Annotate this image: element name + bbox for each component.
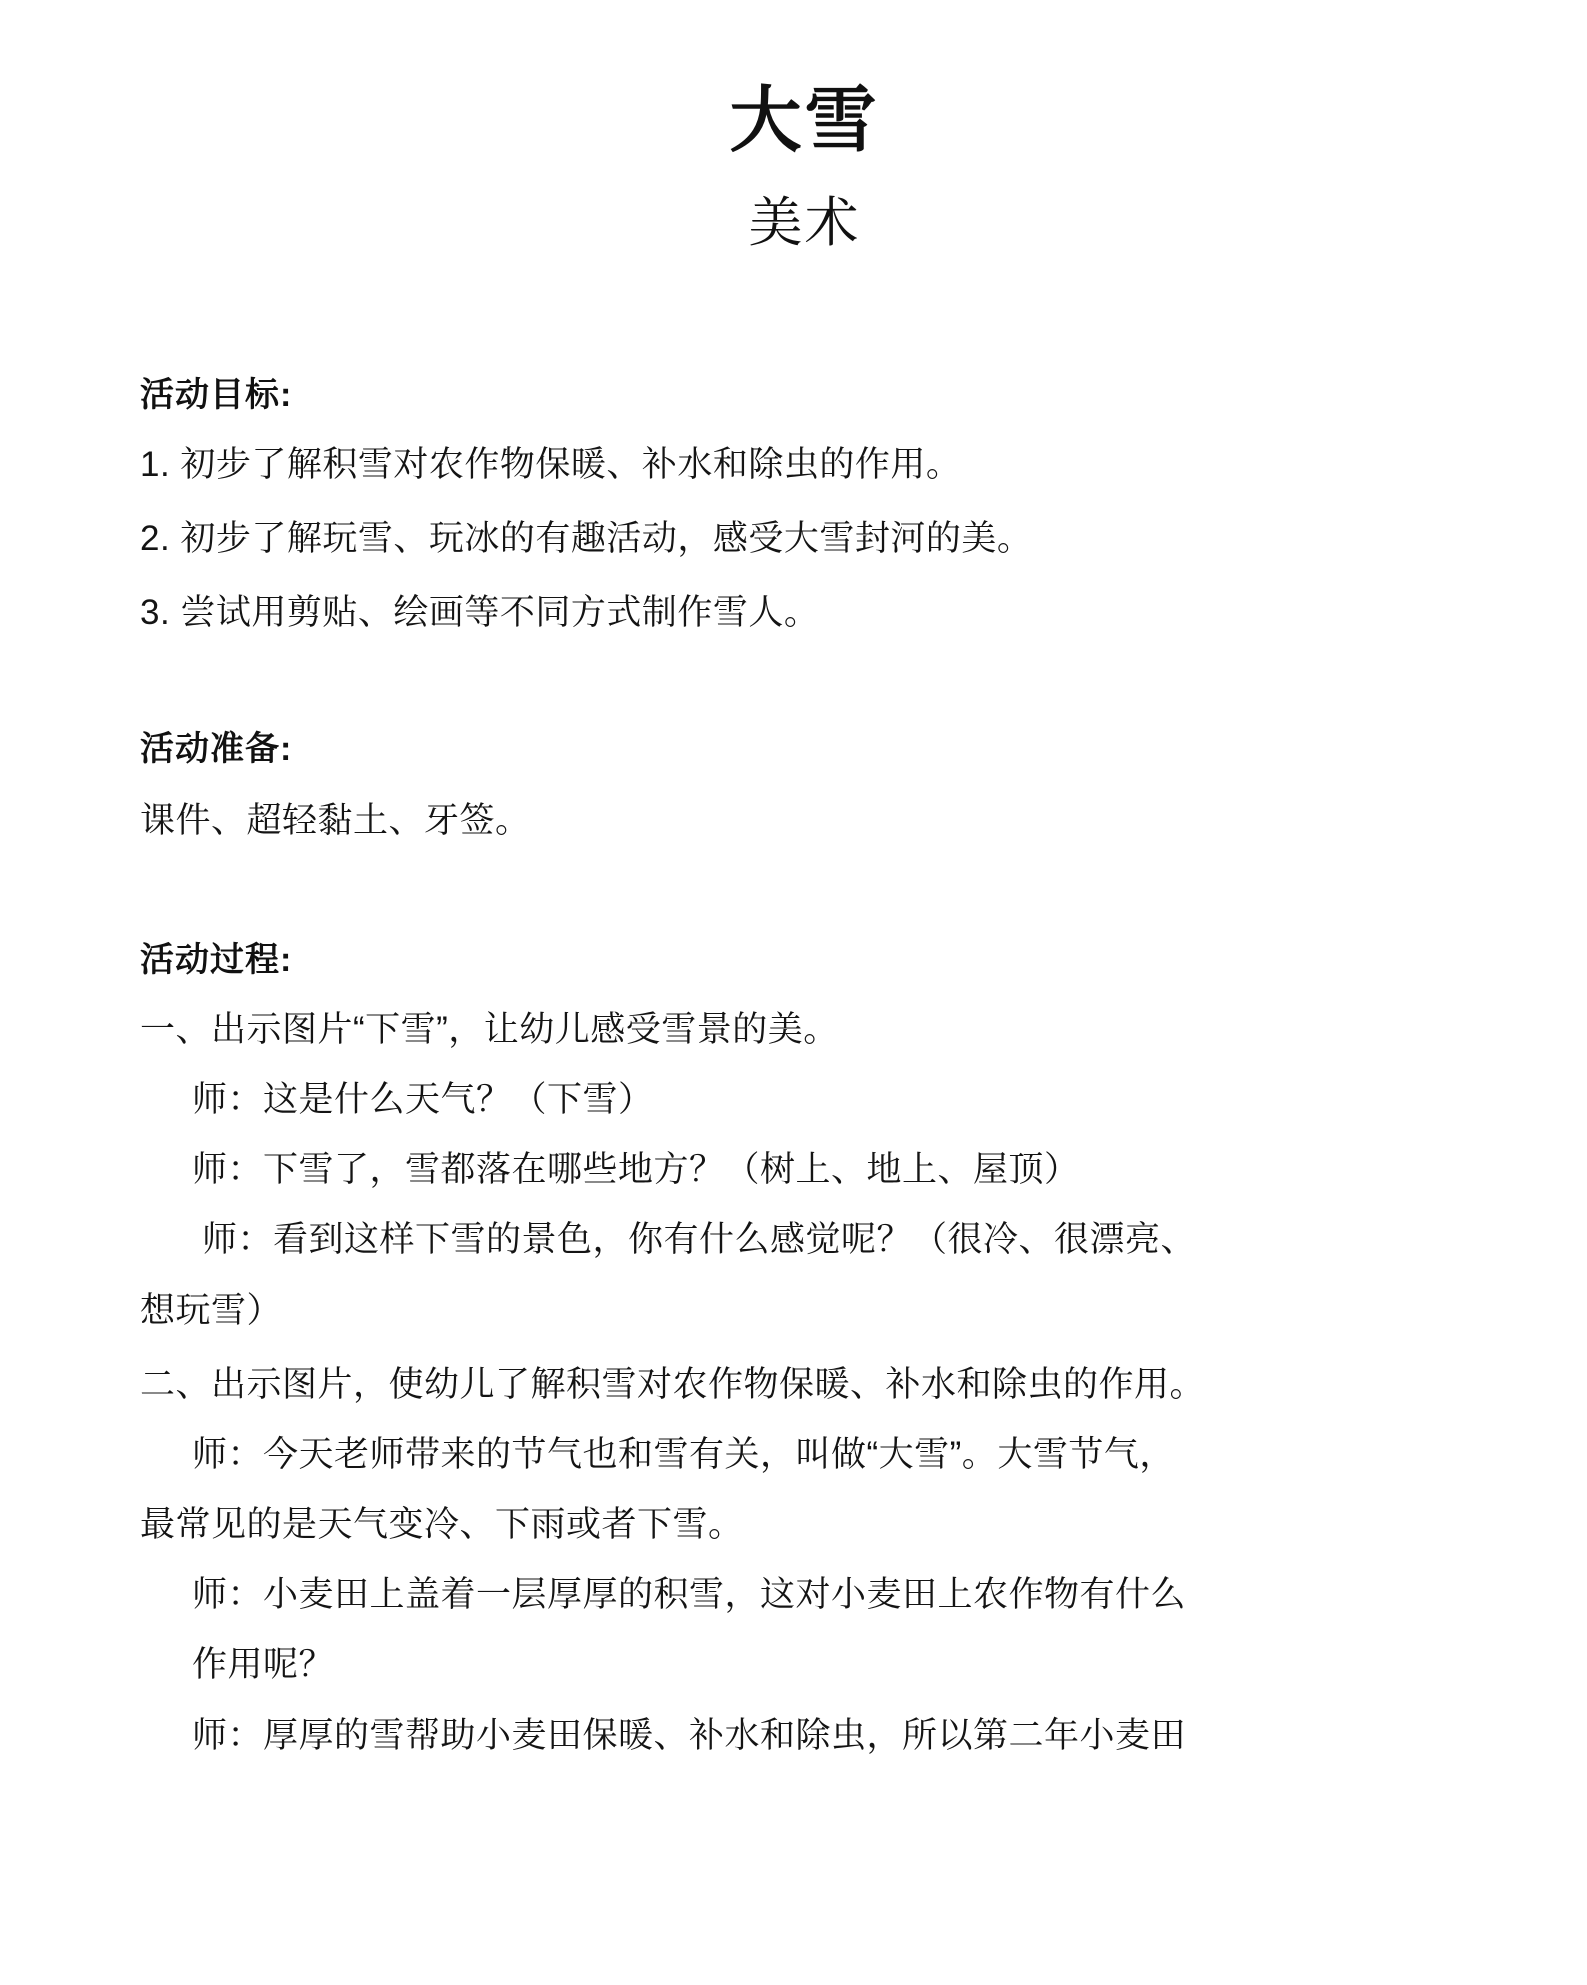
process-step-two: 二、出示图片，使幼儿了解积雪对农作物保暖、补水和除虫的作用。 <box>140 1364 1206 1404</box>
section-activity-preparation <box>140 724 1469 851</box>
process-step-two-dialog-1: 师：今天老师带来的节气也和雪有关，叫做“大雪”。大雪节气， <box>192 1434 1175 1474</box>
title-block <box>140 0 1469 258</box>
process-step-two-dialog-3: 师：厚厚的雪帮助小麦田保暖、补水和除虫，所以第二年小麦田 <box>192 1715 1187 1755</box>
goal-item-2: 2. 初步了解玩雪、玩冰的有趣活动，感受大雪封河的美。 <box>140 519 1033 559</box>
section-heading-activity-process: 活动过程: <box>140 940 293 979</box>
page-subtitle: 美术 <box>748 192 861 253</box>
process-step-one-dialog-3-wrap: 想玩雪） <box>140 1290 283 1330</box>
section-heading-activity-goals: 活动目标: <box>140 376 293 415</box>
section-activity-process <box>140 935 1469 1766</box>
process-step-one-dialog-3: 师：看到这样下雪的景色，你有什么感觉呢？（很冷、很漂亮、 <box>202 1220 1197 1260</box>
section-activity-goals <box>140 370 1469 644</box>
preparation-materials: 课件、超轻黏土、牙签。 <box>140 800 531 840</box>
section-heading-activity-preparation: 活动准备: <box>140 729 293 768</box>
process-step-two-dialog-1-wrap: 最常见的是天气变冷、下雨或者下雪。 <box>140 1505 744 1545</box>
page-title: 大雪 <box>729 81 880 161</box>
process-step-one: 一、出示图片“下雪”，让幼儿感受雪景的美。 <box>140 1009 839 1049</box>
process-step-two-dialog-2-wrap: 作用呢？ <box>192 1645 335 1685</box>
goal-item-3: 3. 尝试用剪贴、绘画等不同方式制作雪人。 <box>140 593 820 633</box>
process-step-one-dialog-1: 师：这是什么天气？（下雪） <box>192 1079 654 1119</box>
process-step-one-dialog-2: 师：下雪了，雪都落在哪些地方？（树上、地上、屋顶） <box>192 1150 1080 1190</box>
process-step-two-dialog-2: 师：小麦田上盖着一层厚厚的积雪，这对小麦田上农作物有什么 <box>192 1575 1187 1615</box>
goal-item-1: 1. 初步了解积雪对农作物保暖、补水和除虫的作用。 <box>140 445 962 485</box>
